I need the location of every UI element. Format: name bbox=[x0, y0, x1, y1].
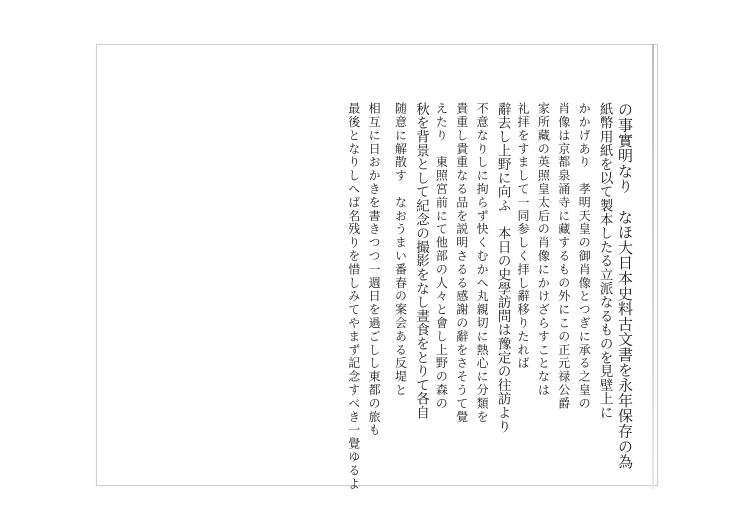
scan-background bbox=[4, 4, 735, 514]
manuscript-line-6: 礼拝をすまして一同参しく拝し辭移りたれば bbox=[515, 102, 530, 370]
manuscript-line-14: 最後となりしへば名残りを惜しみてやまず記念すべき一覺ゆるよ bbox=[346, 102, 361, 491]
manuscript-line-2: 紙幣用紙を以て製本したる立派なるものを見壁上に bbox=[596, 102, 613, 420]
manuscript-line-8: 不意なりしに拘らず快くむかへ丸親切に熱心に分類を bbox=[475, 102, 490, 424]
manuscript-line-7: 辭去し上野に向ふ 本日の史學訪問は豫定の往訪より bbox=[494, 102, 511, 434]
manuscript-line-4: 肖像は京都泉涌寺に藏するもの外にこの正元禄公爵 bbox=[556, 102, 571, 411]
manuscript-line-10: えたり 東照宮前にて他部の人々と會し上野の森の bbox=[434, 102, 449, 411]
manuscript-line-1: の事實明なり なほ大日本史料古文書を永年保存の為 bbox=[616, 102, 634, 470]
manuscript-line-12: 随意に解散す なおうまい番春の案会ある反堤と bbox=[393, 102, 408, 397]
manuscript-line-11: 秋を背景として紀念の撮影をなし晝食をとりて各自 bbox=[412, 102, 429, 420]
handwritten-text-block bbox=[343, 102, 635, 491]
page-edge bbox=[652, 44, 654, 489]
manuscript-line-13: 相互に日おかきを書きつつ一週日を過ごしし東都の旅も bbox=[367, 102, 382, 437]
manuscript-line-9: 貴重し貴重なる品を説明さるる感謝の辭をさそうて覺 bbox=[454, 102, 469, 424]
manuscript-line-3: かかげあり 孝明天皇の御肖像とつぎに承る之皇の bbox=[577, 102, 592, 411]
manuscript-line-5: 家所藏の英照皇太后の肖像にかけざらすことなは bbox=[536, 102, 551, 397]
